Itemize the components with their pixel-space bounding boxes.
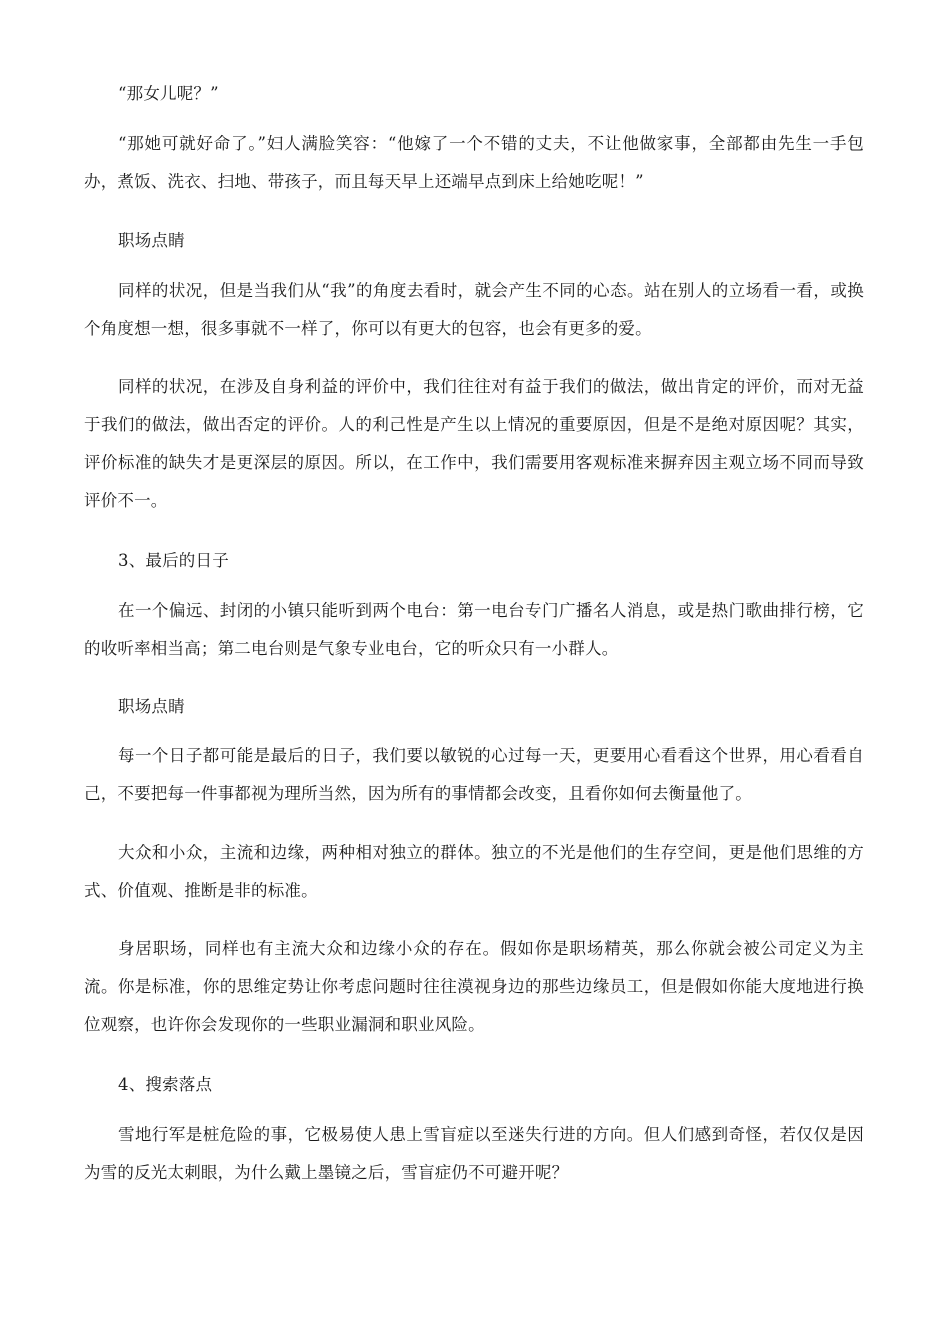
insight-paragraph-4: 大众和小众，主流和边缘，两种相对独立的群体。独立的不光是他们的生存空间，更是他们思维的方式、价值观、推断是非的标准。	[84, 843, 864, 900]
story-heading-3: 3、最后的日子	[118, 551, 229, 570]
dialogue-line-daughter: “那女儿呢？”	[118, 84, 219, 103]
section-heading-insight-2: 职场点睛	[118, 697, 185, 716]
insight-paragraph-5: 身居职场，同样也有主流大众和边缘小众的存在。假如你是职场精英，那么你就会被公司定义为主流。你是标准，你的思维定势让你考虑问题时往往漠视身边的那些边缘员工，但是假如你能大度地进行换位观察，也许你会发现你的一些职业漏洞和职业风险。	[84, 939, 864, 1034]
section-heading-insight-1: 职场点睛	[118, 231, 185, 250]
insight-paragraph-2: 同样的状况，在涉及自身利益的评价中，我们往往对有益于我们的做法，做出肯定的评价，而对无益于我们的做法，做出否定的评价。人的利己性是产生以上情况的重要原因，但是不是绝对原因呢？其实，评价标准的缺失才是更深层的原因。所以，在工作中，我们需要用客观标准来摒弃因主观立场不同而导致评价不一。	[84, 377, 864, 510]
insight-paragraph-1: 同样的状况，但是当我们从“我”的角度去看时，就会产生不同的心态。站在别人的立场看一看，或换个角度想一想，很多事就不一样了，你可以有更大的包容，也会有更多的爱。	[84, 281, 864, 338]
story-paragraph-3: 在一个偏远、封闭的小镇只能听到两个电台：第一电台专门广播名人消息，或是热门歌曲排行榜，它的收听率相当高；第二电台则是气象专业电台，它的听众只有一小群人。	[84, 601, 864, 658]
insight-paragraph-3: 每一个日子都可能是最后的日子，我们要以敏锐的心过每一天，更要用心看看这个世界，用心看看自己，不要把每一件事都视为理所当然，因为所有的事情都会改变，且看你如何去衡量他了。	[84, 746, 864, 803]
story-heading-4: 4、搜索落点	[118, 1075, 213, 1094]
story-paragraph-4: 雪地行军是桩危险的事，它极易使人患上雪盲症以至迷失行进的方向。但人们感到奇怪，若仅仅是因为雪的反光太刺眼，为什么戴上墨镜之后，雪盲症仍不可避开呢？	[84, 1125, 864, 1182]
dialogue-line-reply: “那她可就好命了。”妇人满脸笑容：“他嫁了一个不错的丈夫，不让他做家事，全部都由先生一手包办，煮饭、洗衣、扫地、带孩子，而且每天早上还端早点到床上给她吃呢！”	[84, 134, 864, 191]
